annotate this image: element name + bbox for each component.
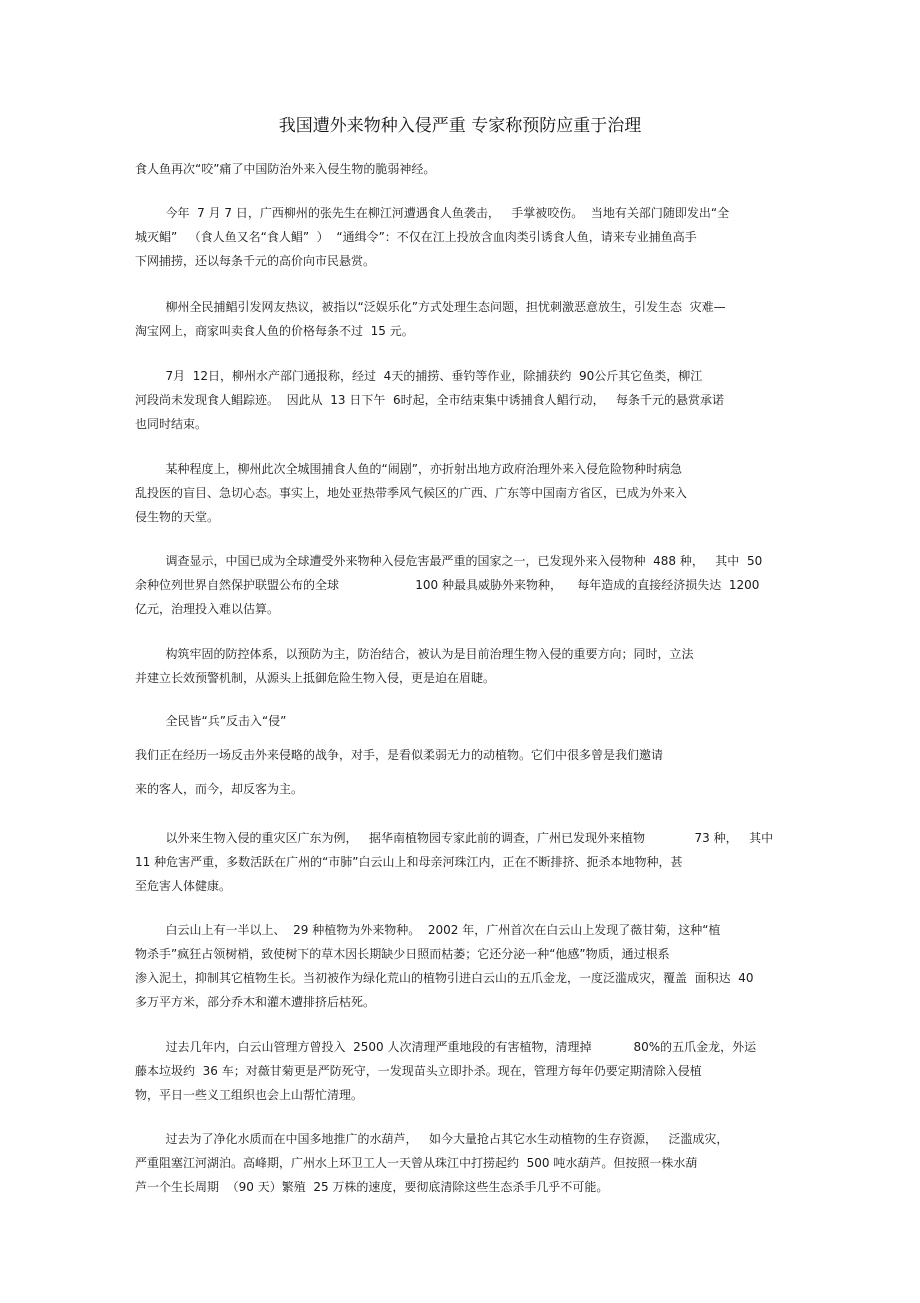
text-line: 构筑牢固的防控体系，以预防为主，防治结合，被认为是目前治理生物入侵的重要方向；同时，立法 (135, 647, 694, 661)
text-line: 余种位列世界自然保护联盟公布的全球 100 种最具威胁外来物种， 每年造成的直接经济损失达 1200 (135, 578, 760, 592)
text-line: 某种程度上，柳州此次全城围捕食人鱼的“闹剧”，亦折射出地方政府治理外来入侵危险物种时病急 (135, 462, 682, 476)
text-line: 柳州全民捕鲳引发网友热议，被指以“泛娱乐化”方式处理生态问题，担忧刺激恶意放生，引发生态 灾难— (135, 300, 726, 314)
text-line: 物，平日一些义工组织也会上山帮忙清理。 (135, 1088, 364, 1102)
text-line: 来的客人，而今，却反客为主。 (135, 782, 304, 796)
section-heading: 全民皆“兵”反击入“侵” (135, 714, 287, 728)
text-line: 7月 12日，柳州水产部门通报称，经过 4天的捕捞、垂钓等作业，除捕获约 90公斤其它鱼类，柳江 (135, 369, 703, 383)
text-line: 亿元，治理投入难以估算。 (135, 602, 280, 616)
text-line: 物杀手”疯狂占领树梢，致使树下的草木因长期缺少日照而枯萎；它还分泌一种“他感”物质，通过根系 (135, 947, 670, 961)
text-line: 今年 7 月 7 日，广西柳州的张先生在柳江河遭遇食人鱼袭击， 手掌被咬伤。 当地有关部门随即发出“全 (135, 206, 730, 220)
text-line: 乱投医的盲目、急切心态。事实上，地处亚热带季风气候区的广西、广东等中国南方省区，已成为外来入 (135, 486, 688, 500)
text-line: 并建立长效预警机制，从源头上抵御危险生物入侵，更是迫在眉睫。 (135, 671, 496, 685)
text-line: 城灭鲳” （食人鱼又名“食人鲳” ） “通缉令”：不仅在江上投放含血肉类引诱食人鱼，请来专业捕鱼高手 (135, 230, 697, 244)
text-line: 食人鱼再次“咬”痛了中国防治外来入侵生物的脆弱神经。 (135, 162, 436, 176)
text-line: 侵生物的天堂。 (135, 510, 220, 524)
text-line: 严重阻塞江河湖泊。高峰期，广州水上环卫工人一天曾从珠江中打捞起约 500 吨水葫芦。但按照一株水葫 (135, 1156, 698, 1170)
text-line: 藤本垃圾约 36 车；对薇甘菊更是严防死守，一发现苗头立即扑杀。现在，管理方每年仍要定期清除入侵植 (135, 1064, 702, 1078)
text-line: 过去为了净化水质而在中国多地推广的水葫芦， 如今大量抢占其它水生动植物的生存资源， 泛滥成灾， (135, 1132, 729, 1146)
text-line: 渗入泥土，抑制其它植物生长。当初被作为绿化荒山的植物引进白云山的五爪金龙，一度泛滥成灾，覆盖 面积达 40 (135, 971, 754, 985)
text-line: 调查显示，中国已成为全球遭受外来物种入侵危害最严重的国家之一，已发现外来入侵物种 488 种， 其中 50 (135, 554, 763, 568)
text-line: 至危害人体健康。 (135, 879, 232, 893)
text-line: 11 种危害严重，多数活跃在广州的“市肺”白云山上和母亲河珠江内，正在不断排挤、扼杀本地物种，甚 (135, 855, 683, 869)
text-line: 也同时结束。 (135, 417, 208, 431)
text-line: 芦一个生长周期 （90 天）繁殖 25 万株的速度，要彻底清除这些生态杀手几乎不可能。 (135, 1180, 609, 1194)
text-line: 河段尚未发现食人鲳踪迹。 因此从 13 日下午 6时起，全市结束集中诱捕食人鲳行动， 每条千元的悬赏承诺 (135, 393, 725, 407)
text-line: 下网捕捞，还以每条千元的高价向市民悬赏。 (135, 254, 376, 268)
text-line: 我们正在经历一场反击外来侵略的战争，对手，是看似柔弱无力的动植物。它们中很多曾是我们邀请 (135, 748, 664, 762)
article-title: 我国遭外来物种入侵严重 专家称预防应重于治理 (278, 116, 642, 136)
text-line: 以外来生物入侵的重灾区广东为例， 据华南植物园专家此前的调查，广州已发现外来植物 73 种， 其中 (135, 831, 774, 845)
text-line: 过去几年内，白云山管理方曾投入 2500 人次清理严重地段的有害植物，清理掉 80%的五爪金龙，外运 (135, 1040, 757, 1054)
text-line: 白云山上有一半以上、 29 种植物为外来物种。 2002 年，广州首次在白云山上发现了薇甘菊，这种“植 (135, 923, 721, 937)
text-line: 淘宝网上，商家叫卖食人鱼的价格每条不过 15 元。 (135, 324, 414, 338)
text-line: 多万平方米，部分乔木和灌木遭排挤后枯死。 (135, 995, 376, 1009)
